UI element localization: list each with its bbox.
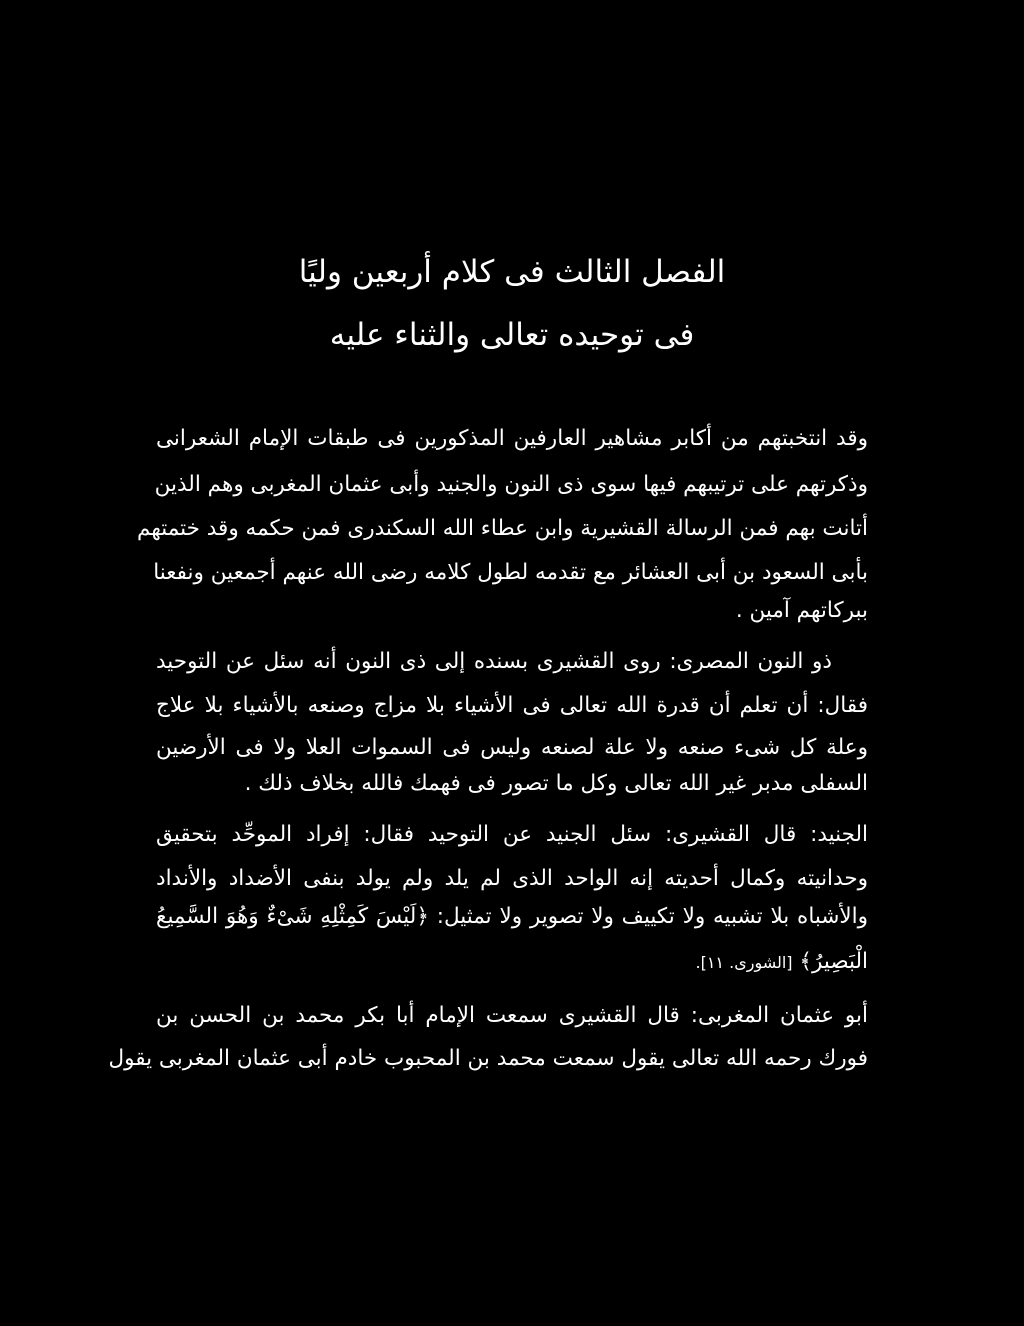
paragraph-1-line-1: وقد انتخبتهم من أكابر مشاهير العارفين المذكورين فى طبقات الإمام الشعرانى bbox=[156, 426, 868, 451]
paragraph-1-line-4: بأبى السعود بن أبى العشائر مع تقدمه لطول كلامه رضى الله عنهم أجمعين ونفعنا bbox=[153, 560, 868, 585]
paragraph-1-line-5: ببركاتهم آمين . bbox=[735, 598, 868, 623]
chapter-title: الفصل الثالث فى كلام أربعين وليًا bbox=[298, 254, 726, 290]
paragraph-4-line-1: أبو عثمان المغربى: قال القشيرى سمعت الإمام أبا بكر محمد بن الحسن بن bbox=[156, 1003, 868, 1028]
paragraph-2-line-4: السفلى مدبر غير الله تعالى وكل ما تصور فى فهمك فالله بخلاف ذلك . bbox=[244, 771, 868, 796]
paragraph-1-line-3: أتانت بهم فمن الرسالة القشيرية وابن عطاء الله السكندرى فمن حكمه وقد ختمتهم bbox=[137, 516, 868, 541]
paragraph-2-line-1: ذو النون المصرى: روى القشيرى بسنده إلى ذى النون أنه سئل عن التوحيد bbox=[156, 649, 832, 674]
paragraph-1-line-2: وذكرتهم على ترتيبهم فيها سوى ذى النون والجنيد وأبى عثمان المغربى وهم الذين bbox=[154, 472, 868, 497]
paragraph-3-line-1: الجنيد: قال القشيرى: سئل الجنيد عن التوحيد فقال: إفراد الموحِّد بتحقيق bbox=[156, 822, 868, 847]
chapter-subtitle: فى توحيده تعالى والثناء عليه bbox=[329, 317, 695, 353]
paragraph-2-line-3: وعلة كل شىء صنعه ولا علة لصنعه وليس فى السموات العلا ولا فى الأرضين bbox=[156, 735, 868, 760]
verse-citation: [الشورى. ١١]. bbox=[695, 953, 793, 972]
paragraph-2-line-2: فقال: أن تعلم أن قدرة الله تعالى فى الأشياء بلا مزاج وصنعه بالأشياء بلا علاج bbox=[156, 693, 868, 718]
paragraph-3-line-3: والأشباه بلا تشبيه ولا تكييف ولا تصوير ولا تمثيل: ﴿لَيْسَ كَمِثْلِهِ شَىْءٌ وَهُوَ السَّمِيعُ bbox=[156, 904, 868, 929]
quran-verse-end: الْبَصِيرُ﴾ bbox=[799, 949, 868, 974]
paragraph-3-line-4 bbox=[156, 947, 868, 978]
paragraph-3-line-2: وحدانيته وكمال أحديته إنه الواحد الذى لم يلد ولم يولد بنفى الأضداد والأنداد bbox=[156, 866, 868, 891]
paragraph-4-line-2: فورك رحمه الله تعالى يقول سمعت محمد بن المحبوب خادم أبى عثمان المغربى يقول bbox=[108, 1046, 868, 1071]
